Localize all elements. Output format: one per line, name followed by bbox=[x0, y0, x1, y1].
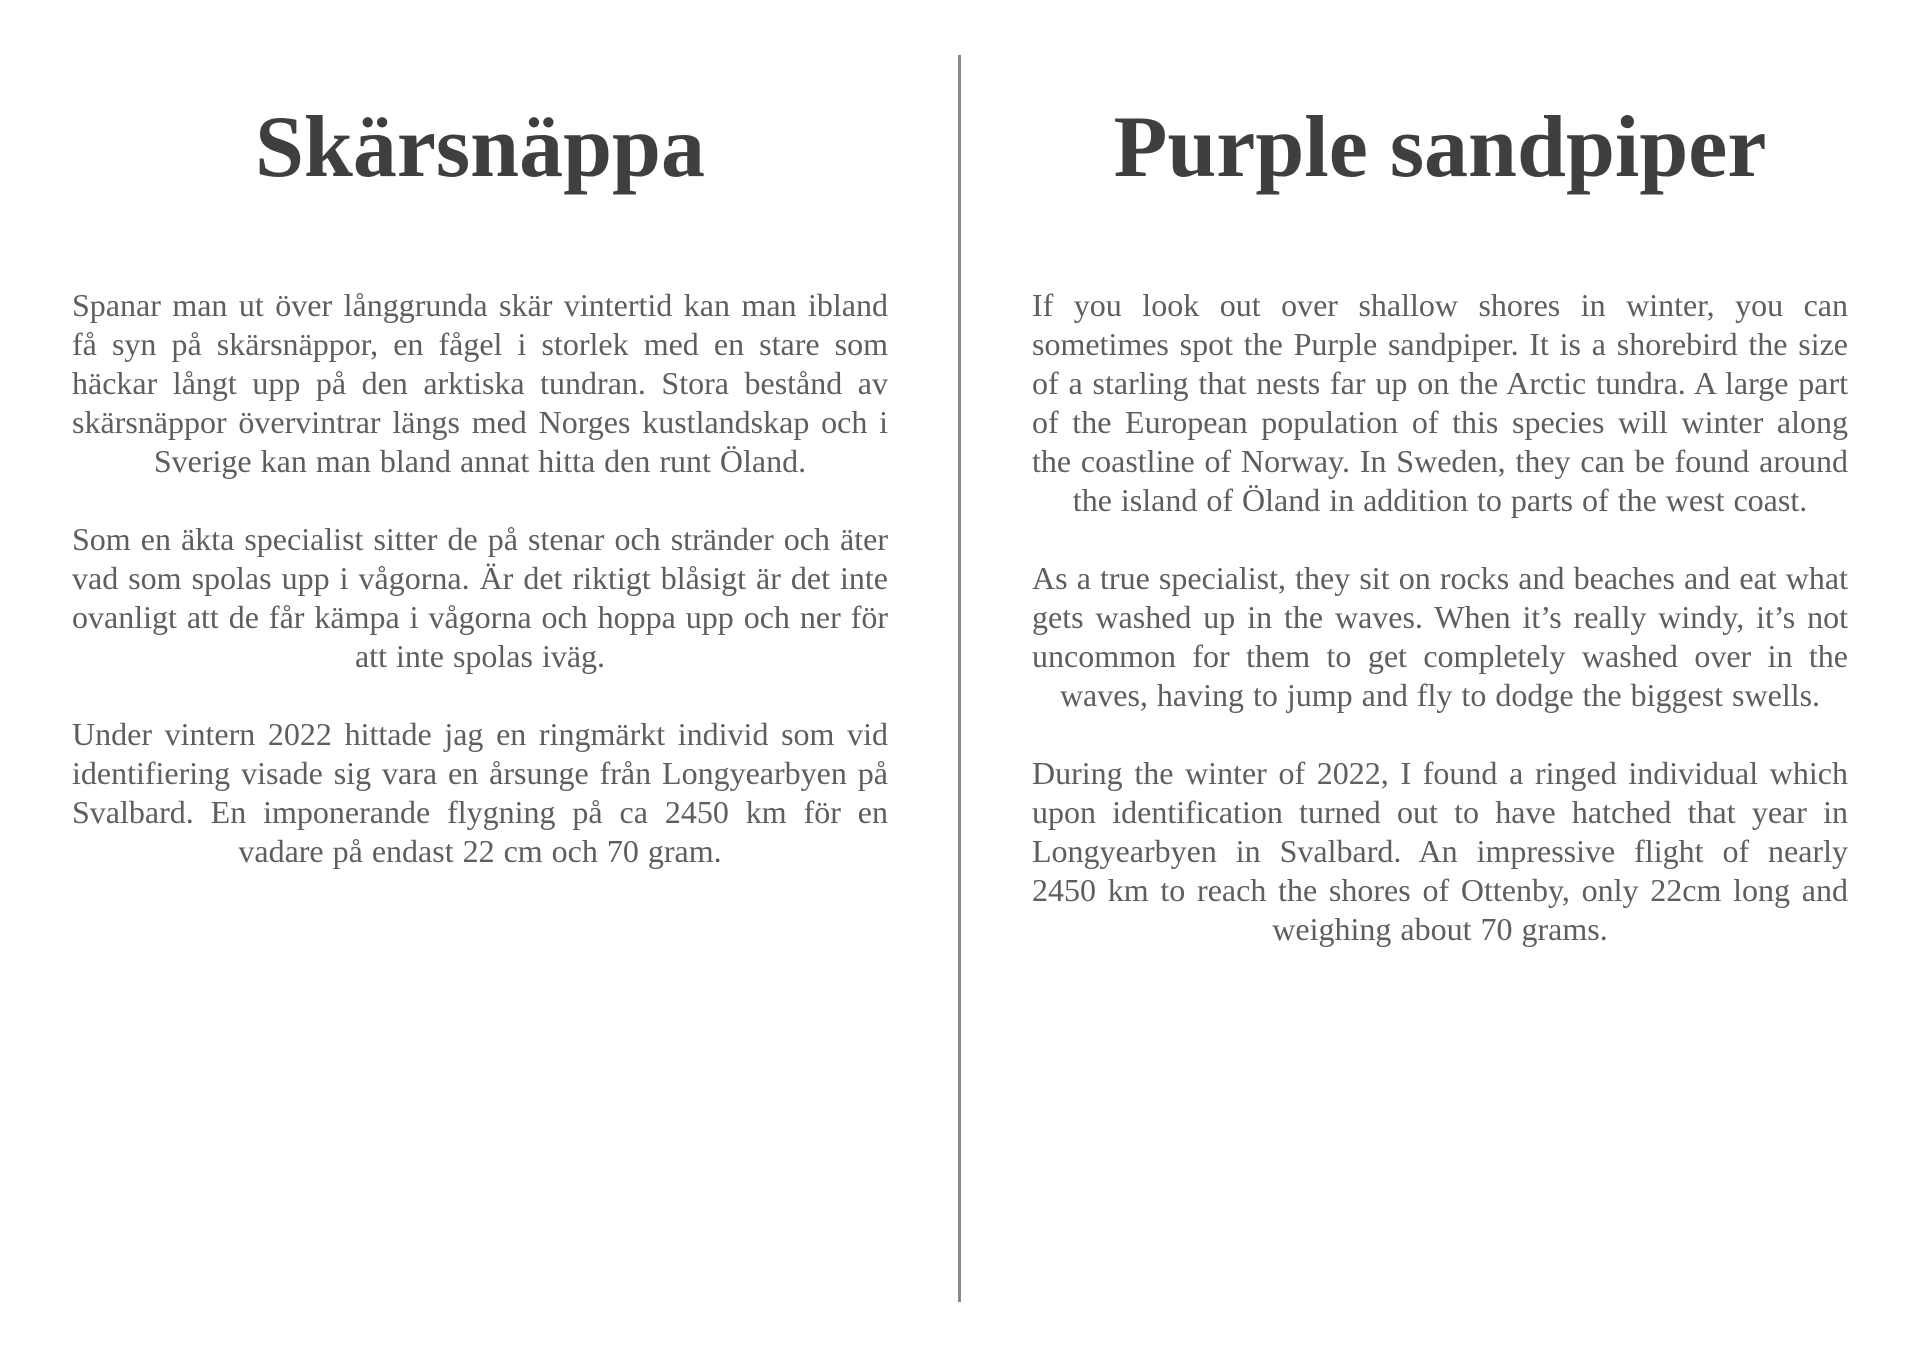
column-divider bbox=[958, 55, 961, 1302]
column-title-swedish: Skärsnäppa bbox=[254, 99, 705, 196]
paragraph: If you look out over shallow shores in winter, you can sometimes spot the Purple sandpiper. It is a shorebird the size of a starling that nests far up on the Arctic tundra. A large part of the European population of this species will winter along the coastline of Norway. In Sweden, they can be found around the island of Öland in addition to parts of the west coast. bbox=[1032, 287, 1848, 518]
paragraph: As a true specialist, they sit on rocks and beaches and eat what gets washed up in the waves. When it’s really windy, it’s not uncommon for them to get completely washed over in the waves, having to jump and fly to dodge the biggest swells. bbox=[1032, 560, 1848, 713]
right-column bbox=[960, 0, 1920, 1357]
paragraph: Spanar man ut över långgrunda skär vintertid kan man ibland få syn på skärsnäppor, en fågel i storlek med en stare som häckar långt upp på den arktiska tundran. Stora bestånd av skärsnäppor övervintrar längs med Norges kustlandskap och i Sverige kan man bland annat hitta den runt Öland. bbox=[72, 287, 888, 479]
paragraph: Som en äkta specialist sitter de på stenar och stränder och äter vad som spolas upp i vågorna. Är det riktigt blåsigt är det inte ovanligt att de får kämpa i vågorna och hoppa upp och ner för att inte spolas iväg. bbox=[72, 521, 888, 674]
paragraph: During the winter of 2022, I found a ringed individual which upon identification turned out to have hatched that year in Longyearbyen in Svalbard. An impressive flight of nearly 2450 km to reach the shores of Ottenby, only 22cm long and weighing about 70 grams. bbox=[1032, 755, 1848, 947]
column-title-english: Purple sandpiper bbox=[1113, 99, 1767, 196]
paragraph: Under vintern 2022 hittade jag en ringmärkt individ som vid identifiering visade sig vara en årsunge från Longyearbyen på Svalbard. En imponerande flygning på ca 2450 km för en vadare på endast 22 cm och 70 gram. bbox=[72, 716, 888, 869]
